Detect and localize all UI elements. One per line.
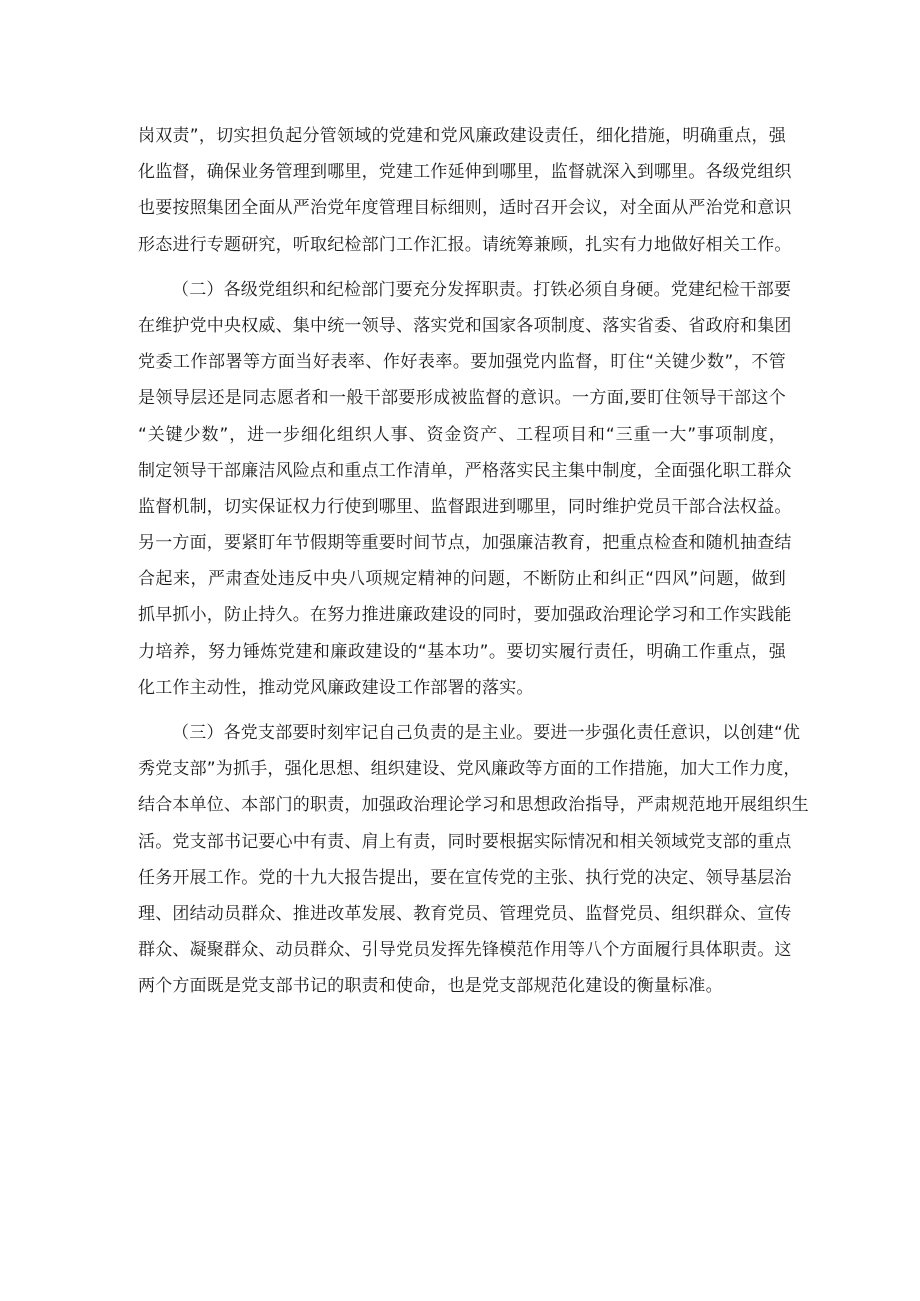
- text-line: “关键少数”，进一步细化组织人事、资金资产、工程项目和“三重一大”事项制度，: [138, 424, 786, 445]
- document-body: [138, 118, 809, 1005]
- paragraph-1: [138, 118, 792, 263]
- text-line: 党委工作部署等方面当好表率、作好表率。要加强党内监督，盯住“关键少数”，不管: [138, 352, 786, 373]
- text-line: 制定领导干部廉洁风险点和重点工作清单，严格落实民主集中制度，全面强化职工群众: [138, 460, 792, 481]
- text-line: 力培养，努力锤炼党建和廉政建设的“基本功”。要切实履行责任，明确工作重点，强: [138, 641, 786, 662]
- text-line: 是领导层还是同志愿者和一般干部要形成被监督的意识。一方面,要盯住领导干部这个: [138, 388, 786, 409]
- text-line: 化工作主动性，推动党风廉政建设工作部署的落实。: [138, 677, 534, 698]
- text-line: 也要按照集团全面从严治党年度管理目标细则，适时召开会议，对全面从严治党和意识: [138, 198, 792, 219]
- text-line: 群众、凝聚群众、动员群众、引导党员发挥先锋模范作用等八个方面履行具体职责。这: [138, 940, 792, 961]
- text-line: （三）各党支部要时刻牢记自己负责的是主业。要进一步强化责任意识，以创建“优: [172, 723, 801, 743]
- text-line: 形态进行专题研究，听取纪检部门工作汇报。请统筹兼顾，扎实有力地做好相关工作。: [138, 234, 792, 255]
- text-line: 监督机制，切实保证权力行使到哪里、监督跟进到哪里，同时维护党员干部合法权益。: [138, 496, 792, 517]
- paragraph-2: [138, 272, 792, 706]
- text-line: 合起来，严肃查处违反中央八项规定精神的问题，不断防止和纠正“四风”问题，做到: [138, 569, 786, 590]
- text-line: 任务开展工作。党的十九大报告提出，要在宣传党的主张、执行党的决定、领导基层治: [138, 867, 792, 888]
- text-line: 两个方面既是党支部书记的职责和使命，也是党支部规范化建设的衡量标准。: [138, 976, 723, 997]
- text-line: 秀党支部”为抓手，强化思想、组织建设、党风廉政等方面的工作措施，加大工作力度，: [138, 759, 801, 780]
- text-line: （二）各级党组织和纪检部门要充分发挥职责。打铁必须自身硬。党建纪检干部要: [172, 279, 792, 300]
- text-line: 抓早抓小，防止持久。在努力推进廉政建设的同时，要加强政治理论学习和工作实践能: [138, 605, 792, 626]
- paragraph-3: [138, 715, 809, 1005]
- text-line: 活。党支部书记要心中有责、肩上有责，同时要根据实际情况和相关领域党支部的重点: [138, 831, 792, 852]
- text-line: 岗双责”，切实担负起分管领域的党建和党风廉政建设责任，细化措施，明确重点，强: [138, 126, 786, 146]
- text-line: 结合本单位、本部门的职责，加强政治理论学习和思想政治指导，严肃规范地开展组织生: [138, 795, 809, 816]
- text-line: 化监督，确保业务管理到哪里，党建工作延伸到哪里，监督就深入到哪里。各级党组织: [138, 162, 792, 183]
- text-line: 另一方面，要紧盯年节假期等重要时间节点，加强廉洁教育，把重点检查和随机抽查结: [138, 533, 792, 554]
- paragraph-spacer: [138, 263, 786, 272]
- paragraph-spacer: [138, 706, 786, 715]
- text-line: 理、团结动员群众、推进改革发展、教育党员、管理党员、监督党员、组织群众、宣传: [138, 903, 792, 924]
- text-line: 在维护党中央权威、集中统一领导、落实党和国家各项制度、落实省委、省政府和集团: [138, 315, 792, 336]
